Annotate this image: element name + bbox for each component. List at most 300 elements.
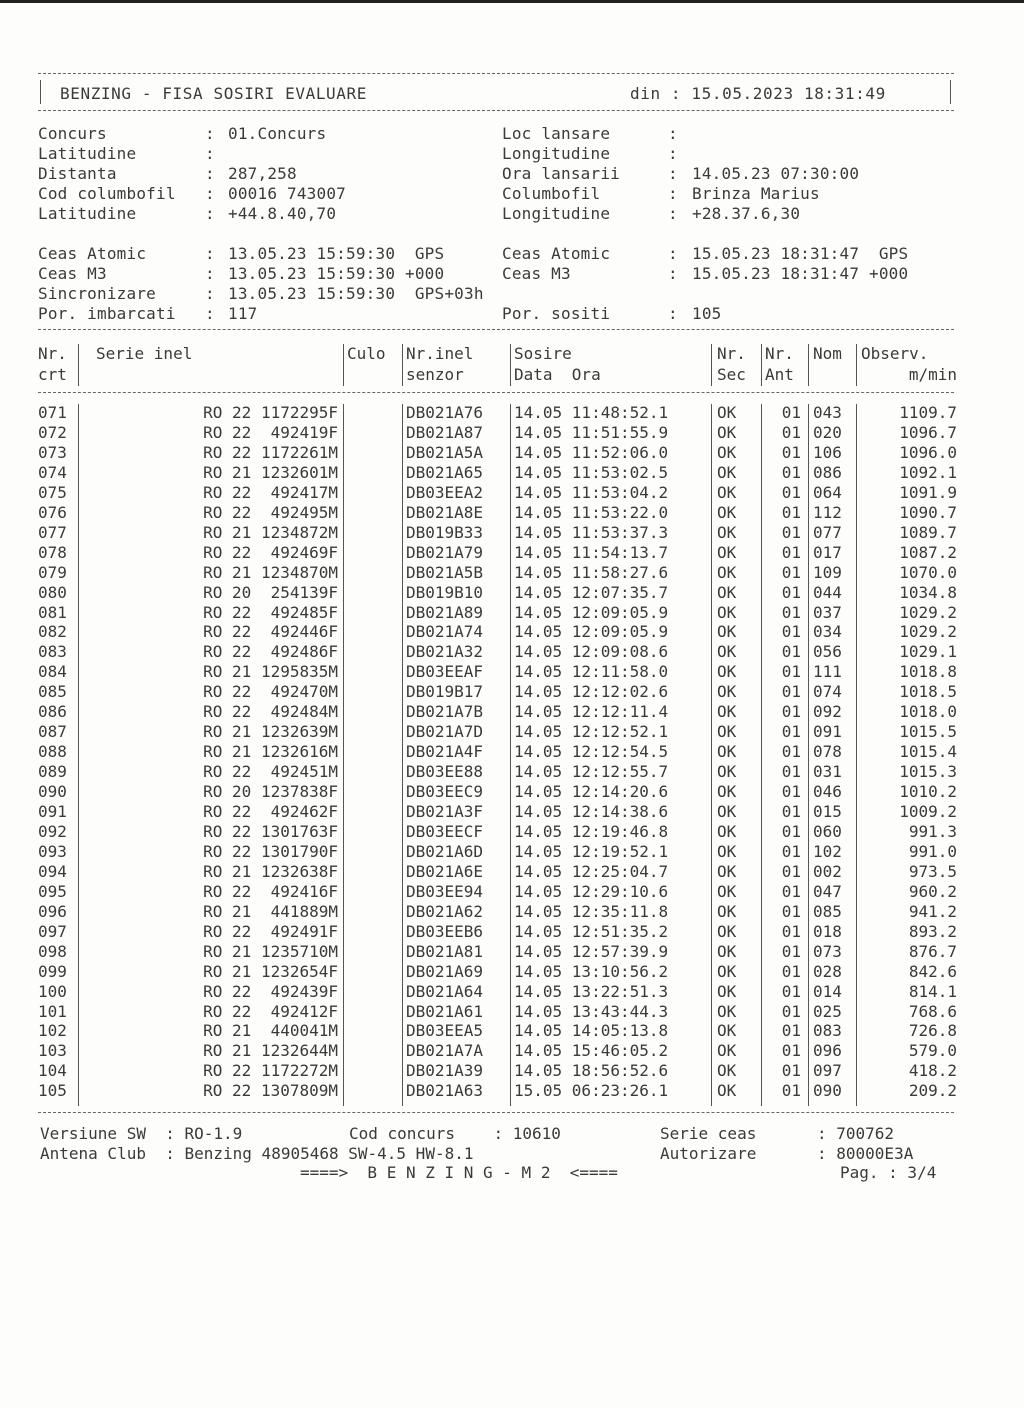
- cell-sosire: 14.05 12:35:11.8: [514, 902, 669, 921]
- info-value: 00016 743007: [228, 184, 346, 203]
- cell-nr-inel: DB021A3F: [406, 802, 484, 821]
- cell-nom: 092: [813, 702, 842, 721]
- cell-nr-inel: DB021A7D: [406, 722, 484, 741]
- cell-serie-inel: RO 20 1237838F: [203, 782, 338, 801]
- colon: :: [205, 304, 215, 323]
- cell-serie-inel: RO 22 492439F: [203, 982, 338, 1001]
- cell-nom: 020: [813, 423, 842, 442]
- cell-sosire: 14.05 11:53:04.2: [514, 483, 669, 502]
- cell-observ: 941.2: [908, 902, 957, 921]
- cell-nr-crt: 091: [38, 802, 67, 821]
- footer-page-number: Pag. : 3/4: [840, 1163, 937, 1182]
- cell-serie-inel: RO 21 440041M: [203, 1021, 338, 1040]
- cell-nr-inel: DB021A89: [406, 603, 484, 622]
- col-separator: [402, 344, 403, 386]
- cell-nr-crt: 097: [38, 922, 67, 941]
- colon: :: [668, 164, 678, 183]
- cell-serie-inel: RO 21 1232644M: [203, 1041, 338, 1060]
- cell-nr-crt: 103: [38, 1041, 67, 1060]
- cell-nr-crt: 073: [38, 443, 67, 462]
- header-bottom-rule: [38, 110, 954, 111]
- clock-label: Ceas M3: [38, 264, 107, 283]
- cell-sosire: 14.05 12:57:39.9: [514, 942, 669, 961]
- cell-nr-sec: OK: [717, 742, 737, 761]
- cell-nr-sec: OK: [717, 782, 737, 801]
- colon: :: [205, 264, 215, 283]
- cell-serie-inel: RO 22 492419F: [203, 423, 338, 442]
- footer-autorizare-value: : 80000E3A: [817, 1144, 914, 1163]
- info-label: Longitudine: [502, 204, 611, 223]
- cell-nr-sec: OK: [717, 622, 737, 641]
- cell-nom: 111: [813, 662, 842, 681]
- cell-nr-inel: DB03EE88: [406, 762, 484, 781]
- col-separator: [808, 344, 809, 386]
- cell-nr-sec: OK: [717, 443, 737, 462]
- cell-nr-inel: DB021A87: [406, 423, 484, 442]
- cell-nom: 046: [813, 782, 842, 801]
- cell-nr-inel: DB021A76: [406, 403, 484, 422]
- cell-nom: 074: [813, 682, 842, 701]
- cell-nom: 112: [813, 503, 842, 522]
- cell-nom: 056: [813, 642, 842, 661]
- col-nr-ant-1: Nr.: [765, 344, 794, 363]
- cell-nom: 025: [813, 1002, 842, 1021]
- cell-serie-inel: RO 22 492416F: [203, 882, 338, 901]
- cell-nr-ant: 01: [781, 463, 801, 482]
- cell-nom: 034: [813, 622, 842, 641]
- cell-nr-sec: OK: [717, 822, 737, 841]
- col-observ-2: m/min: [908, 365, 957, 384]
- cell-observ: 893.2: [908, 922, 957, 941]
- cell-nr-sec: OK: [717, 702, 737, 721]
- info-label: Latitudine: [38, 144, 137, 163]
- cell-nr-sec: OK: [717, 922, 737, 941]
- cell-nr-ant: 01: [781, 622, 801, 641]
- cell-sosire: 14.05 12:11:58.0: [514, 662, 669, 681]
- col-separator: [78, 404, 79, 1106]
- info-value: Brinza Marius: [692, 184, 820, 203]
- cell-sosire: 14.05 14:05:13.8: [514, 1021, 669, 1040]
- colon: :: [668, 244, 678, 263]
- cell-observ: 1090.7: [899, 503, 957, 522]
- cell-nr-crt: 105: [38, 1081, 67, 1100]
- cell-nr-ant: 01: [781, 523, 801, 542]
- col-nr-sec-1: Nr.: [717, 344, 746, 363]
- footer-antena: Antena Club : Benzing 48905468 SW-4.5 HW-8.1: [40, 1144, 474, 1163]
- cell-sosire: 14.05 12:51:35.2: [514, 922, 669, 941]
- cell-observ: 1018.0: [899, 702, 957, 721]
- cell-observ: 1029.2: [899, 622, 957, 641]
- cell-sosire: 14.05 13:22:51.3: [514, 982, 669, 1001]
- cell-nr-crt: 096: [38, 902, 67, 921]
- cell-nr-inel: DB021A5B: [406, 563, 484, 582]
- cell-nr-inel: DB021A6E: [406, 862, 484, 881]
- cell-nr-sec: OK: [717, 642, 737, 661]
- table-header-rule: [38, 392, 954, 393]
- cell-nom: 086: [813, 463, 842, 482]
- cell-nom: 091: [813, 722, 842, 741]
- cell-observ: 1018.5: [899, 682, 957, 701]
- clock-value: 15.05.23 18:31:47 +000: [692, 264, 909, 283]
- cell-sosire: 14.05 12:19:46.8: [514, 822, 669, 841]
- cell-nom: 085: [813, 902, 842, 921]
- cell-observ: 418.2: [908, 1061, 957, 1080]
- cell-nom: 077: [813, 523, 842, 542]
- cell-nom: 083: [813, 1021, 842, 1040]
- colon: :: [205, 184, 215, 203]
- footer-serie-ceas-label: Serie ceas: [660, 1124, 757, 1143]
- colon: :: [205, 244, 215, 263]
- colon: :: [205, 204, 215, 223]
- cell-observ: 991.0: [908, 842, 957, 861]
- cell-observ: 1015.4: [899, 742, 957, 761]
- cell-nr-crt: 098: [38, 942, 67, 961]
- cell-serie-inel: RO 21 1232601M: [203, 463, 338, 482]
- cell-nr-inel: DB021A81: [406, 942, 484, 961]
- cell-nr-crt: 090: [38, 782, 67, 801]
- cell-sosire: 14.05 18:56:52.6: [514, 1061, 669, 1080]
- cell-nr-inel: DB021A6D: [406, 842, 484, 861]
- cell-observ: 1092.1: [899, 463, 957, 482]
- cell-nom: 047: [813, 882, 842, 901]
- table-top-rule: [38, 329, 954, 330]
- cell-nr-ant: 01: [781, 722, 801, 741]
- cell-nr-sec: OK: [717, 882, 737, 901]
- cell-sosire: 14.05 15:46:05.2: [514, 1041, 669, 1060]
- cell-nr-inel: DB03EE94: [406, 882, 484, 901]
- cell-nr-ant: 01: [781, 682, 801, 701]
- col-separator: [510, 344, 511, 386]
- cell-nr-ant: 01: [781, 1041, 801, 1060]
- cell-nr-ant: 01: [781, 1021, 801, 1040]
- cell-nr-inel: DB021A62: [406, 902, 484, 921]
- cell-nr-crt: 072: [38, 423, 67, 442]
- cell-nom: 090: [813, 1081, 842, 1100]
- col-observ-1: Observ.: [861, 344, 929, 363]
- cell-serie-inel: RO 22 1172272M: [203, 1061, 338, 1080]
- col-separator: [510, 404, 511, 1106]
- cell-nr-inel: DB021A63: [406, 1081, 484, 1100]
- info-value: 287,258: [228, 164, 297, 183]
- info-value: 01.Concurs: [228, 124, 327, 143]
- cell-nr-sec: OK: [717, 463, 737, 482]
- cell-nr-sec: OK: [717, 722, 737, 741]
- cell-sosire: 14.05 13:10:56.2: [514, 962, 669, 981]
- cell-sosire: 14.05 12:14:20.6: [514, 782, 669, 801]
- cell-nr-ant: 01: [781, 782, 801, 801]
- cell-nr-sec: OK: [717, 842, 737, 861]
- cell-nr-inel: DB021A65: [406, 463, 484, 482]
- cell-nr-crt: 075: [38, 483, 67, 502]
- cell-nr-inel: DB021A79: [406, 543, 484, 562]
- info-label: Concurs: [38, 124, 107, 143]
- cell-nr-crt: 082: [38, 622, 67, 641]
- cell-nr-crt: 074: [38, 463, 67, 482]
- colon: :: [668, 184, 678, 203]
- cell-nom: 002: [813, 862, 842, 881]
- footer-serie-ceas-value: : 700762: [817, 1124, 895, 1143]
- cell-nr-ant: 01: [781, 742, 801, 761]
- cell-nr-inel: DB021A32: [406, 642, 484, 661]
- cell-observ: 814.1: [908, 982, 957, 1001]
- cell-nr-inel: DB021A61: [406, 1002, 484, 1021]
- table-bottom-rule: [38, 1112, 954, 1113]
- cell-observ: 842.6: [908, 962, 957, 981]
- cell-serie-inel: RO 21 1232639M: [203, 722, 338, 741]
- cell-nr-sec: OK: [717, 583, 737, 602]
- cell-sosire: 14.05 12:29:10.6: [514, 882, 669, 901]
- cell-serie-inel: RO 22 492470M: [203, 682, 338, 701]
- cell-nr-ant: 01: [781, 702, 801, 721]
- cell-nr-ant: 01: [781, 982, 801, 1001]
- footer-device-name: ====> B E N Z I N G - M 2 <====: [300, 1163, 618, 1182]
- info-label: Distanta: [38, 164, 117, 183]
- cell-sosire: 14.05 12:09:05.9: [514, 622, 669, 641]
- cell-nr-sec: OK: [717, 1002, 737, 1021]
- cell-nr-crt: 080: [38, 583, 67, 602]
- cell-serie-inel: RO 22 492485F: [203, 603, 338, 622]
- info-value: 14.05.23 07:30:00: [692, 164, 860, 183]
- cell-nr-crt: 076: [38, 503, 67, 522]
- cell-observ: 1091.9: [899, 483, 957, 502]
- cell-nr-sec: OK: [717, 1041, 737, 1060]
- cell-nom: 109: [813, 563, 842, 582]
- clock-label: Sincronizare: [38, 284, 156, 303]
- cell-sosire: 14.05 11:52:06.0: [514, 443, 669, 462]
- cell-nr-inel: DB021A7B: [406, 702, 484, 721]
- cell-nr-sec: OK: [717, 483, 737, 502]
- cell-serie-inel: RO 22 492469F: [203, 543, 338, 562]
- cell-nr-crt: 084: [38, 662, 67, 681]
- clock-value: 13.05.23 15:59:30 GPS+03h: [228, 284, 484, 303]
- report-date: din : 15.05.2023 18:31:49: [630, 84, 886, 103]
- cell-nr-ant: 01: [781, 962, 801, 981]
- col-nr-inel-2: senzor: [406, 365, 464, 384]
- cell-nr-ant: 01: [781, 662, 801, 681]
- cell-observ: 960.2: [908, 882, 957, 901]
- cell-sosire: 14.05 11:58:27.6: [514, 563, 669, 582]
- cell-sosire: 14.05 12:19:52.1: [514, 842, 669, 861]
- cell-serie-inel: RO 22 1172295F: [203, 403, 338, 422]
- cell-nr-crt: 094: [38, 862, 67, 881]
- col-culo: Culo: [347, 344, 386, 363]
- cell-serie-inel: RO 22 492417M: [203, 483, 338, 502]
- cell-serie-inel: RO 21 1234872M: [203, 523, 338, 542]
- cell-nr-crt: 087: [38, 722, 67, 741]
- cell-sosire: 14.05 12:12:54.5: [514, 742, 669, 761]
- cell-observ: 1034.8: [899, 583, 957, 602]
- report-title: BENZING - FISA SOSIRI EVALUARE: [60, 84, 367, 103]
- cell-nom: 028: [813, 962, 842, 981]
- cell-sosire: 14.05 12:14:38.6: [514, 802, 669, 821]
- cell-serie-inel: RO 22 492484M: [203, 702, 338, 721]
- cell-sosire: 14.05 12:12:52.1: [514, 722, 669, 741]
- cell-nr-crt: 071: [38, 403, 67, 422]
- header-top-rule: [38, 73, 954, 74]
- cell-nr-inel: DB021A4F: [406, 742, 484, 761]
- info-label: Loc lansare: [502, 124, 611, 143]
- cell-nom: 018: [813, 922, 842, 941]
- cell-nr-ant: 01: [781, 922, 801, 941]
- col-sosire-1: Sosire: [514, 344, 572, 363]
- header-right-bar: [950, 80, 951, 104]
- col-nom: Nom: [813, 344, 842, 363]
- cell-serie-inel: RO 21 441889M: [203, 902, 338, 921]
- cell-nr-ant: 01: [781, 423, 801, 442]
- cell-serie-inel: RO 21 1295835M: [203, 662, 338, 681]
- cell-nr-inel: DB03EECF: [406, 822, 484, 841]
- cell-nr-sec: OK: [717, 523, 737, 542]
- cell-nr-crt: 092: [38, 822, 67, 841]
- cell-observ: 973.5: [908, 862, 957, 881]
- clock-label: Ceas M3: [502, 264, 571, 283]
- cell-nr-crt: 078: [38, 543, 67, 562]
- cell-nr-ant: 01: [781, 1061, 801, 1080]
- cell-serie-inel: RO 22 492486F: [203, 642, 338, 661]
- col-separator: [711, 404, 712, 1106]
- colon: :: [205, 284, 215, 303]
- cell-nr-ant: 01: [781, 583, 801, 602]
- cell-observ: 768.6: [908, 1002, 957, 1021]
- cell-nr-crt: 099: [38, 962, 67, 981]
- col-separator: [761, 404, 762, 1106]
- cell-nr-ant: 01: [781, 902, 801, 921]
- clock-value: 15.05.23 18:31:47 GPS: [692, 244, 909, 263]
- col-separator: [343, 404, 344, 1106]
- cell-nr-sec: OK: [717, 802, 737, 821]
- cell-nom: 078: [813, 742, 842, 761]
- footer-autorizare-label: Autorizare: [660, 1144, 757, 1163]
- cell-nr-ant: 01: [781, 802, 801, 821]
- col-separator: [78, 344, 79, 386]
- cell-nr-inel: DB019B10: [406, 583, 484, 602]
- colon: :: [668, 304, 678, 323]
- cell-nr-inel: DB021A74: [406, 622, 484, 641]
- cell-observ: 1029.2: [899, 603, 957, 622]
- cell-serie-inel: RO 20 254139F: [203, 583, 338, 602]
- cell-nr-sec: OK: [717, 603, 737, 622]
- cell-nr-ant: 01: [781, 543, 801, 562]
- cell-nom: 031: [813, 762, 842, 781]
- cell-observ: 1010.2: [899, 782, 957, 801]
- cell-nr-crt: 089: [38, 762, 67, 781]
- info-label: Longitudine: [502, 144, 611, 163]
- info-value: +28.37.6,30: [692, 204, 801, 223]
- cell-nr-crt: 079: [38, 563, 67, 582]
- cell-nr-inel: DB021A69: [406, 962, 484, 981]
- cell-serie-inel: RO 22 492446F: [203, 622, 338, 641]
- cell-nr-ant: 01: [781, 822, 801, 841]
- cell-nr-sec: OK: [717, 942, 737, 961]
- cell-sosire: 14.05 11:48:52.1: [514, 403, 669, 422]
- cell-observ: 1087.2: [899, 543, 957, 562]
- cell-sosire: 14.05 12:09:05.9: [514, 603, 669, 622]
- cell-nr-ant: 01: [781, 642, 801, 661]
- cell-nr-ant: 01: [781, 403, 801, 422]
- cell-nr-sec: OK: [717, 423, 737, 442]
- cell-nr-inel: DB021A8E: [406, 503, 484, 522]
- cell-nr-crt: 093: [38, 842, 67, 861]
- cell-sosire: 14.05 12:12:02.6: [514, 682, 669, 701]
- clock-value: 105: [692, 304, 722, 323]
- cell-nr-inel: DB021A5A: [406, 443, 484, 462]
- col-sosire-2: Data Ora: [514, 365, 601, 384]
- info-label: Ora lansarii: [502, 164, 620, 183]
- cell-sosire: 14.05 12:12:11.4: [514, 702, 669, 721]
- cell-nom: 073: [813, 942, 842, 961]
- cell-observ: 1015.3: [899, 762, 957, 781]
- col-nr-ant-2: Ant: [765, 365, 794, 384]
- cell-observ: 1070.0: [899, 563, 957, 582]
- cell-nr-ant: 01: [781, 882, 801, 901]
- cell-nr-sec: OK: [717, 503, 737, 522]
- colon: :: [668, 264, 678, 283]
- cell-nr-crt: 086: [38, 702, 67, 721]
- col-nr-crt-2: crt: [38, 365, 67, 384]
- cell-sosire: 14.05 12:12:55.7: [514, 762, 669, 781]
- cell-nr-inel: DB019B17: [406, 682, 484, 701]
- cell-observ: 876.7: [908, 942, 957, 961]
- cell-serie-inel: RO 22 492462F: [203, 802, 338, 821]
- col-nr-sec-2: Sec: [717, 365, 746, 384]
- cell-nom: 017: [813, 543, 842, 562]
- clock-value: 13.05.23 15:59:30 +000: [228, 264, 445, 283]
- cell-nr-ant: 01: [781, 762, 801, 781]
- cell-observ: 1015.5: [899, 722, 957, 741]
- footer-version: Versiune SW : RO-1.9: [40, 1124, 243, 1143]
- cell-serie-inel: RO 22 1307809M: [203, 1081, 338, 1100]
- cell-nr-ant: 01: [781, 862, 801, 881]
- cell-nr-inel: DB021A7A: [406, 1041, 484, 1060]
- info-label: Columbofil: [502, 184, 601, 203]
- cell-nr-inel: DB03EEA2: [406, 483, 484, 502]
- info-label: Latitudine: [38, 204, 137, 223]
- clock-value: 13.05.23 15:59:30 GPS: [228, 244, 445, 263]
- cell-observ: 1096.7: [899, 423, 957, 442]
- cell-nr-crt: 104: [38, 1061, 67, 1080]
- cell-serie-inel: RO 21 1234870M: [203, 563, 338, 582]
- cell-nom: 097: [813, 1061, 842, 1080]
- col-separator: [402, 404, 403, 1106]
- col-nr-crt-1: Nr.: [38, 344, 67, 363]
- cell-sosire: 14.05 11:53:37.3: [514, 523, 669, 542]
- cell-serie-inel: RO 21 1235710M: [203, 942, 338, 961]
- colon: :: [668, 204, 678, 223]
- cell-nr-sec: OK: [717, 563, 737, 582]
- cell-sosire: 14.05 11:51:55.9: [514, 423, 669, 442]
- colon: :: [205, 144, 215, 163]
- cell-nr-crt: 083: [38, 642, 67, 661]
- cell-sosire: 14.05 11:53:02.5: [514, 463, 669, 482]
- cell-nr-inel: DB03EEAF: [406, 662, 484, 681]
- cell-nom: 060: [813, 822, 842, 841]
- cell-nom: 096: [813, 1041, 842, 1060]
- cell-nr-ant: 01: [781, 483, 801, 502]
- cell-nr-crt: 088: [38, 742, 67, 761]
- cell-nr-sec: OK: [717, 862, 737, 881]
- col-separator: [711, 344, 712, 386]
- cell-nr-ant: 01: [781, 503, 801, 522]
- cell-serie-inel: RO 22 492412F: [203, 1002, 338, 1021]
- cell-observ: 209.2: [908, 1081, 957, 1100]
- cell-observ: 1089.7: [899, 523, 957, 542]
- cell-nr-sec: OK: [717, 682, 737, 701]
- cell-nom: 044: [813, 583, 842, 602]
- cell-nr-ant: 01: [781, 563, 801, 582]
- cell-observ: 726.8: [908, 1021, 957, 1040]
- footer-cod-concurs: Cod concurs : 10610: [349, 1124, 561, 1143]
- clock-label: Ceas Atomic: [38, 244, 147, 263]
